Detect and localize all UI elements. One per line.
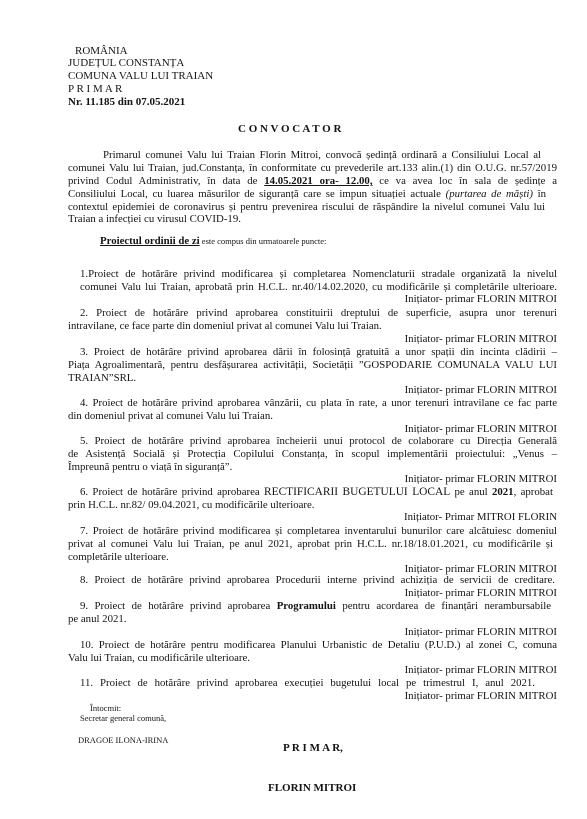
initiator: Inițiator- primar FLORIN MITROI: [404, 664, 557, 676]
initiator: Inițiator- primar FLORIN MITROI: [404, 333, 557, 345]
intro-text: Consiliului Local, cu luarea măsurilor de siguranță care se impun situației actuale: [68, 188, 446, 200]
agenda-item-line: 10. Proiect de hotărâre pentru modificarea Planului Urbanistic de Detaliu (P.U.D.) al zonei C, comuna: [80, 639, 557, 651]
agenda-item-line: de Asistență Socială și Protecția Copilului Constanța, în scopul implementării proiectului: „Venus –: [68, 448, 557, 460]
mask-note: (purtarea de măști): [445, 188, 533, 200]
agenda-item-line: prin H.C.L. nr.82/ 09.04.2021, cu modificările ulterioare.: [68, 499, 315, 511]
initiator: Inițiator- Primar MITROI FLORIN: [403, 511, 557, 523]
agenda-item-line: Valu lui Traian, cu modificările ulterioare.: [68, 652, 250, 664]
intro-line: contextul epidemiei de coronavirus și pentru prevenirea riscului de răspândire la nivelul comunei Valu lui: [68, 201, 545, 213]
agenda-item-line: intravilane, ce face parte din domeniul privat al comunei Valu lui Traian.: [68, 320, 382, 332]
agenda-item-line: TRAIAN”SRL.: [68, 372, 137, 384]
initiator: Inițiator- primar FLORIN MITROI: [404, 293, 557, 305]
intro-line: Traian a infecției cu virusul COVID-19.: [68, 213, 241, 225]
mayor-name: FLORIN MITROI: [268, 782, 357, 794]
header-commune: COMUNA VALU LUI TRAIAN: [68, 70, 214, 82]
intro-line: comunei Valu lui Traian, jud.Constanța, în conformitate cu prevederile art.133 alin.(1) din O.U.G. nr.57/2019: [68, 162, 557, 174]
agenda-item-line: 11. Proiect de hotărâre privind aprobarea execuției bugetului local pe trimestrul I, anul 2021.: [80, 677, 535, 689]
agenda-item-line: 1.Proiect de hotărâre privind modificarea și completarea Nomenclaturii stradale organizată la nivelul: [80, 268, 557, 280]
agenda-item-line: 2. Proiect de hotărâre privind aprobarea constituirii dreptului de superficie, asupra unor terenuri: [80, 307, 557, 319]
agenda-item-line: pe anul 2021.: [68, 613, 127, 625]
agenda-item-line: 5. Proiect de hotărâre privind aprobarea încheierii unui protocol de colaborare cu Direcția Generală: [80, 435, 557, 447]
header-country: ROMÂNIA: [75, 45, 128, 57]
prepared-by-label: Întocmit:: [90, 703, 122, 713]
intro-line: [68, 188, 546, 201]
intro-line: Primarul comunei Valu lui Traian Florin Mitroi, convocă ședință ordinară a Consiliului Local al: [103, 149, 541, 161]
budget-year: 2021: [491, 486, 514, 498]
program-label: Programului: [276, 600, 336, 612]
agenda-item-text: 6. Proiect de hotărâre privind aprobarea: [80, 486, 265, 498]
agenda-item-line: Împreună pentru o viață în siguranță”.: [68, 461, 233, 473]
agenda-heading: [100, 235, 326, 248]
meeting-date-time: 14.05.2021 ora- 12.00,: [264, 175, 373, 187]
agenda-item-line: din domeniul privat al comunei Valu lui Traian.: [68, 410, 273, 422]
agenda-item-text: , aprobat: [513, 486, 553, 498]
initiator: Inițiator- primar FLORIN MITROI: [404, 626, 557, 638]
initiator: Inițiator- primar FLORIN MITROI: [404, 473, 557, 485]
intro-line: [68, 175, 557, 188]
initiator: Inițiator- primar FLORIN MITROI: [404, 384, 557, 396]
intro-text: ce va avea loc în sala de ședințe a: [372, 175, 558, 187]
header-office: P R I M A R: [68, 83, 123, 95]
agenda-item-line: Piața Agroalimentară, pentru desfășurarea activității, Societății ”GOSPODARIE COMUNALA VALU LUI: [68, 359, 557, 371]
registration-number: Nr. 11.185 din 07.05.2021: [68, 96, 186, 108]
budget-rectification-label: RECTIFICARII BUGETULUI LOCAL: [264, 486, 451, 498]
intro-text: în: [532, 188, 546, 200]
agenda-item-line: comunei Valu lui Traian, aprobată prin H.C.L. nr.40/14.02.2020, cu modificările și completările ulterioare.: [80, 281, 557, 293]
agenda-item-text: pe anul: [450, 486, 492, 498]
agenda-item-text: 9. Proiect de hotărâre privind aprobarea: [80, 600, 277, 612]
agenda-item-line: [80, 486, 553, 499]
agenda-item-line: 4. Proiect de hotărâre privind aprobarea vânzării, cu plata în rate, a unor terenuri intravilane ce fac parte: [80, 397, 557, 409]
intro-text: privind Codul Administrativ, în data de: [68, 175, 265, 187]
agenda-heading-text: este compus din urmatoarele puncte:: [199, 236, 327, 246]
agenda-item-line: completările ulterioare.: [68, 551, 169, 563]
agenda-item-line: 3. Proiect de hotărâre privind aprobarea dării în folosință gratuită a unor spații din incinta clădirii –: [80, 346, 557, 358]
agenda-item-line: 8. Proiect de hotărâre privind aprobarea Procedurii interne privind achiziția de servicii de creditare.: [80, 574, 555, 586]
initiator: Inițiator- primar FLORIN MITROI: [404, 423, 557, 435]
agenda-item-text: pentru acordarea de finanțări nerambursabile: [335, 600, 551, 612]
agenda-heading-label: Proiectul ordinii de zi: [100, 235, 200, 247]
initiator: Inițiator- primar FLORIN MITROI: [404, 690, 557, 702]
mayor-title: P R I M A R,: [283, 742, 343, 754]
initiator: Inițiator- primar FLORIN MITROI: [404, 563, 557, 575]
secretary-role: Secretar general comună,: [80, 713, 167, 723]
document-title: C O N V O C A T O R: [238, 123, 342, 135]
secretary-name: DRAGOE ILONA-IRINA: [78, 735, 169, 745]
initiator: Inițiator- primar FLORIN MITROI: [404, 587, 557, 599]
agenda-item-line: [80, 600, 551, 613]
header-county: JUDEȚUL CONSTANȚA: [68, 57, 185, 69]
agenda-item-line: 7. Proiect de hotărâre privind modificarea și completarea inventarului bunurilor care alcătuiesc domeniul: [80, 525, 557, 537]
agenda-item-line: privat al comunei Valu lui Traian, pe anul 2021, aprobat prin H.C.L. nr.18/18.01.2021, cu modificările și: [68, 538, 553, 550]
